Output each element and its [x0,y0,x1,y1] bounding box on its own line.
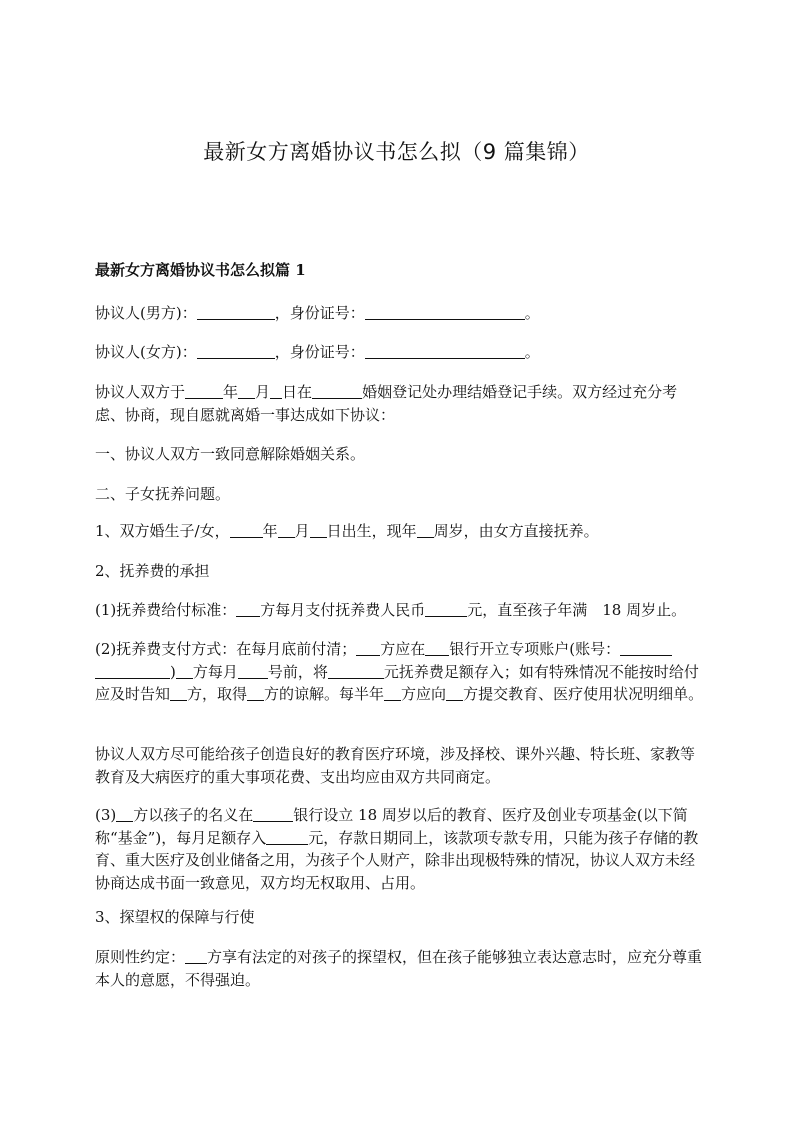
paragraph-female-party: 协议人(女方)： ，身份证号： 。 [95,343,540,361]
blank-field [238,383,255,399]
paragraph-child-info: 1、双方婚生子/女， 年 月 日出生，现年 周岁，由女方直接抚养。 [95,522,599,540]
section-heading: 最新女方离婚协议书怎么拟篇 1 [95,261,306,279]
blank-field [236,601,260,617]
blank-field [446,685,463,701]
blank-field [185,948,207,964]
blank-field [310,522,327,538]
paragraph-education-medical: 协议人双方尽可能给孩子创造良好的教育医疗环境，涉及择校、课外兴趣、特长班、家教等教育及大病医疗的重大事项花费、支出均应由双方共同商定。 [95,745,696,786]
document-title: 最新女方离婚协议书怎么拟（9 篇集锦） [203,140,590,164]
blank-field [116,806,133,822]
blank-field [185,383,223,399]
blank-field [425,640,449,656]
blank-field [365,343,525,359]
blank-field [328,663,384,679]
blank-field [197,343,275,359]
paragraph-male-party: 协议人(男方)： ，身份证号： 。 [95,304,540,322]
blank-field [365,304,525,320]
blank-field [425,601,467,617]
blank-field [95,663,170,679]
blank-field [230,522,263,538]
blank-field [253,806,293,822]
paragraph-visitation-heading: 3、探望权的保障与行使 [95,908,255,926]
blank-field [176,663,193,679]
blank-field [266,829,308,845]
blank-field [384,685,401,701]
blank-field [356,640,380,656]
blank-field [197,304,275,320]
paragraph-support-payment: (2)抚养费支付方式：在每月底前付清； 方应在 银行开立专项账户(账号：) 方每月 号前，将 元抚养费足额存入；如有特殊情况不能按时给付应及时告知 方，取得 方的谅解。每半年 方应向 方提交教育、医疗使用状况明细单。 [95,640,704,703]
paragraph-support-costs-heading: 2、抚养费的承担 [95,562,210,580]
paragraph-marriage-registration: 协议人双方于 年 月 日在 婚姻登记处办理结婚登记手续。双方经过充分考虑、协商，现自愿就离婚一事达成如下协议： [95,383,678,424]
paragraph-dissolve-marriage: 一、协议人双方一致同意解除婚姻关系。 [95,445,366,463]
blank-field [238,663,268,679]
paragraph-fund: (3) 方以孩子的名义在 银行设立 18 周岁以后的教育、医疗及创业专项基金(以下简称“基金”)，每月足额存入 元，存款日期同上，该款项专款专用，只能为孩子存储的教育、重大医疗及创业储备之用，为孩子个人财产，除非出现极特殊的情况，协议人双方未经协商达成书面一致意见，双方均无权取用、占用。 [95,806,699,892]
blank-field [247,685,264,701]
blank-field [312,383,362,399]
blank-field [417,522,434,538]
blank-field [278,522,295,538]
blank-field [170,685,187,701]
paragraph-visitation-principle: 原则性约定： 方享有法定的对孩子的探望权，但在孩子能够独立表达意志时，应充分尊重本人的意愿，不得强迫。 [95,948,703,989]
blank-field [270,383,282,399]
blank-field [620,640,672,656]
paragraph-support-standard: (1)抚养费给付标准： 方每月支付抚养费人民币 元，直至孩子年满 18 周岁止。 [95,601,687,619]
paragraph-child-custody-heading: 二、子女抚养问题。 [95,485,231,503]
